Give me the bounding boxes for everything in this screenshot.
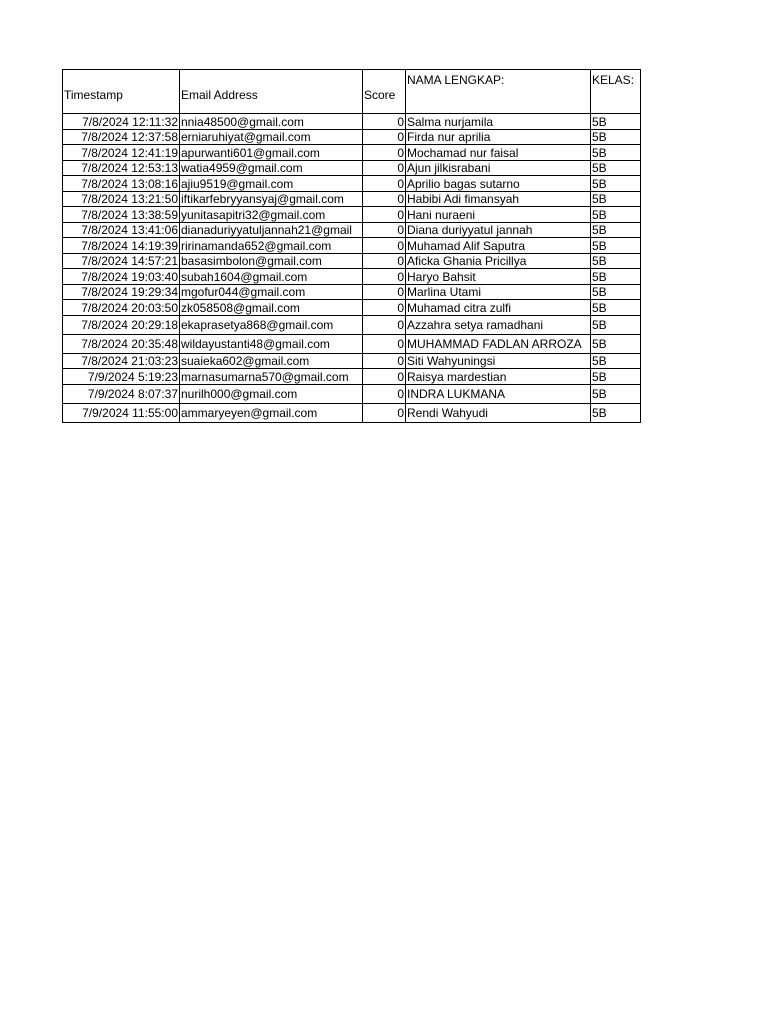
cell-timestamp: 7/8/2024 12:11:32 [63,114,180,130]
table-row [63,334,641,353]
table-row [63,114,641,130]
cell-email: nnia48500@gmail.com [180,114,363,130]
header-score: Score [363,70,406,114]
table-row [63,191,641,207]
cell-timestamp: 7/9/2024 11:55:00 [63,403,180,422]
cell-score: 0 [363,253,406,269]
cell-kelas: 5B [591,353,641,369]
cell-timestamp: 7/8/2024 12:41:19 [63,145,180,161]
cell-email: yunitasapitri32@gmail.com [180,207,363,223]
table-row [63,353,641,369]
table-row [63,207,641,223]
cell-nama-lengkap: Aprilio bagas sutarno [406,176,591,192]
cell-score: 0 [363,269,406,285]
cell-email: dianaduriyyatuljannah21@gmail [180,222,363,238]
cell-email: basasimbolon@gmail.com [180,253,363,269]
cell-nama-lengkap: Hani nuraeni [406,207,591,223]
cell-kelas: 5B [591,160,641,176]
cell-nama-lengkap: Aficka Ghania Pricillya [406,253,591,269]
header-row [63,70,641,114]
cell-kelas: 5B [591,114,641,130]
cell-score: 0 [363,191,406,207]
cell-score: 0 [363,129,406,145]
cell-timestamp: 7/8/2024 12:53:13 [63,160,180,176]
table-row [63,284,641,300]
cell-nama-lengkap: Salma nurjamila [406,114,591,130]
cell-kelas: 5B [591,222,641,238]
cell-timestamp: 7/8/2024 13:41:06 [63,222,180,238]
cell-timestamp: 7/8/2024 20:03:50 [63,300,180,316]
cell-nama-lengkap: Azzahra setya ramadhani [406,315,591,334]
table-body [63,114,641,423]
cell-timestamp: 7/8/2024 19:03:40 [63,269,180,285]
cell-kelas: 5B [591,253,641,269]
cell-timestamp: 7/8/2024 19:29:34 [63,284,180,300]
cell-score: 0 [363,114,406,130]
cell-email: nurilh000@gmail.com [180,384,363,403]
cell-nama-lengkap: Ajun jilkisrabani [406,160,591,176]
cell-score: 0 [363,207,406,223]
table-row [63,238,641,254]
cell-timestamp: 7/8/2024 13:21:50 [63,191,180,207]
cell-score: 0 [363,160,406,176]
cell-timestamp: 7/8/2024 13:38:59 [63,207,180,223]
cell-email: ammaryeyen@gmail.com [180,403,363,422]
cell-nama-lengkap: Diana duriyyatul jannah [406,222,591,238]
cell-score: 0 [363,300,406,316]
cell-email: marnasumarna570@gmail.com [180,369,363,385]
cell-kelas: 5B [591,145,641,161]
cell-nama-lengkap: Marlina Utami [406,284,591,300]
cell-kelas: 5B [591,238,641,254]
cell-kelas: 5B [591,300,641,316]
cell-email: iftikarfebryyansyaj@gmail.com [180,191,363,207]
header-kelas: KELAS: [591,70,641,114]
header-email: Email Address [180,70,363,114]
cell-email: wildayustanti48@gmail.com [180,334,363,353]
cell-timestamp: 7/8/2024 13:08:16 [63,176,180,192]
cell-kelas: 5B [591,129,641,145]
table-row [63,253,641,269]
cell-kelas: 5B [591,176,641,192]
table-row [63,315,641,334]
table-row [63,145,641,161]
table-row [63,129,641,145]
cell-nama-lengkap: MUHAMMAD FADLAN ARROZA [406,334,591,353]
cell-score: 0 [363,369,406,385]
table-row [63,403,641,422]
cell-score: 0 [363,238,406,254]
cell-email: zk058508@gmail.com [180,300,363,316]
cell-score: 0 [363,284,406,300]
cell-score: 0 [363,384,406,403]
header-timestamp: Timestamp [63,70,180,114]
cell-nama-lengkap: Rendi Wahyudi [406,403,591,422]
table-row [63,384,641,403]
cell-timestamp: 7/9/2024 5:19:23 [63,369,180,385]
table-row [63,300,641,316]
table-row [63,269,641,285]
table-row [63,176,641,192]
cell-nama-lengkap: Mochamad nur faisal [406,145,591,161]
cell-timestamp: 7/8/2024 14:19:39 [63,238,180,254]
cell-timestamp: 7/8/2024 12:37:58 [63,129,180,145]
cell-kelas: 5B [591,284,641,300]
cell-nama-lengkap: Muhamad citra zulfi [406,300,591,316]
cell-kelas: 5B [591,403,641,422]
cell-email: subah1604@gmail.com [180,269,363,285]
cell-timestamp: 7/9/2024 8:07:37 [63,384,180,403]
cell-email: ririnamanda652@gmail.com [180,238,363,254]
cell-kelas: 5B [591,315,641,334]
cell-kelas: 5B [591,269,641,285]
cell-email: ekaprasetya868@gmail.com [180,315,363,334]
cell-kelas: 5B [591,369,641,385]
cell-email: apurwanti601@gmail.com [180,145,363,161]
header-nama-lengkap: NAMA LENGKAP: [406,70,591,114]
cell-email: erniaruhiyat@gmail.com [180,129,363,145]
cell-nama-lengkap: Raisya mardestian [406,369,591,385]
cell-score: 0 [363,222,406,238]
cell-email: watia4959@gmail.com [180,160,363,176]
cell-kelas: 5B [591,207,641,223]
cell-nama-lengkap: Haryo Bahsit [406,269,591,285]
cell-nama-lengkap: Muhamad Alif Saputra [406,238,591,254]
cell-kelas: 5B [591,191,641,207]
cell-score: 0 [363,334,406,353]
cell-timestamp: 7/8/2024 20:35:48 [63,334,180,353]
cell-nama-lengkap: Siti Wahyuningsi [406,353,591,369]
cell-nama-lengkap: Firda nur aprilia [406,129,591,145]
cell-email: suaieka602@gmail.com [180,353,363,369]
cell-nama-lengkap: Habibi Adi fimansyah [406,191,591,207]
cell-score: 0 [363,403,406,422]
cell-timestamp: 7/8/2024 21:03:23 [63,353,180,369]
cell-score: 0 [363,145,406,161]
cell-kelas: 5B [591,334,641,353]
cell-timestamp: 7/8/2024 20:29:18 [63,315,180,334]
cell-score: 0 [363,353,406,369]
table-row [63,222,641,238]
cell-kelas: 5B [591,384,641,403]
table-row [63,369,641,385]
cell-email: ajiu9519@gmail.com [180,176,363,192]
responses-table [62,69,641,423]
table-row [63,160,641,176]
cell-nama-lengkap: INDRA LUKMANA [406,384,591,403]
cell-email: mgofur044@gmail.com [180,284,363,300]
cell-timestamp: 7/8/2024 14:57:21 [63,253,180,269]
cell-score: 0 [363,176,406,192]
cell-score: 0 [363,315,406,334]
